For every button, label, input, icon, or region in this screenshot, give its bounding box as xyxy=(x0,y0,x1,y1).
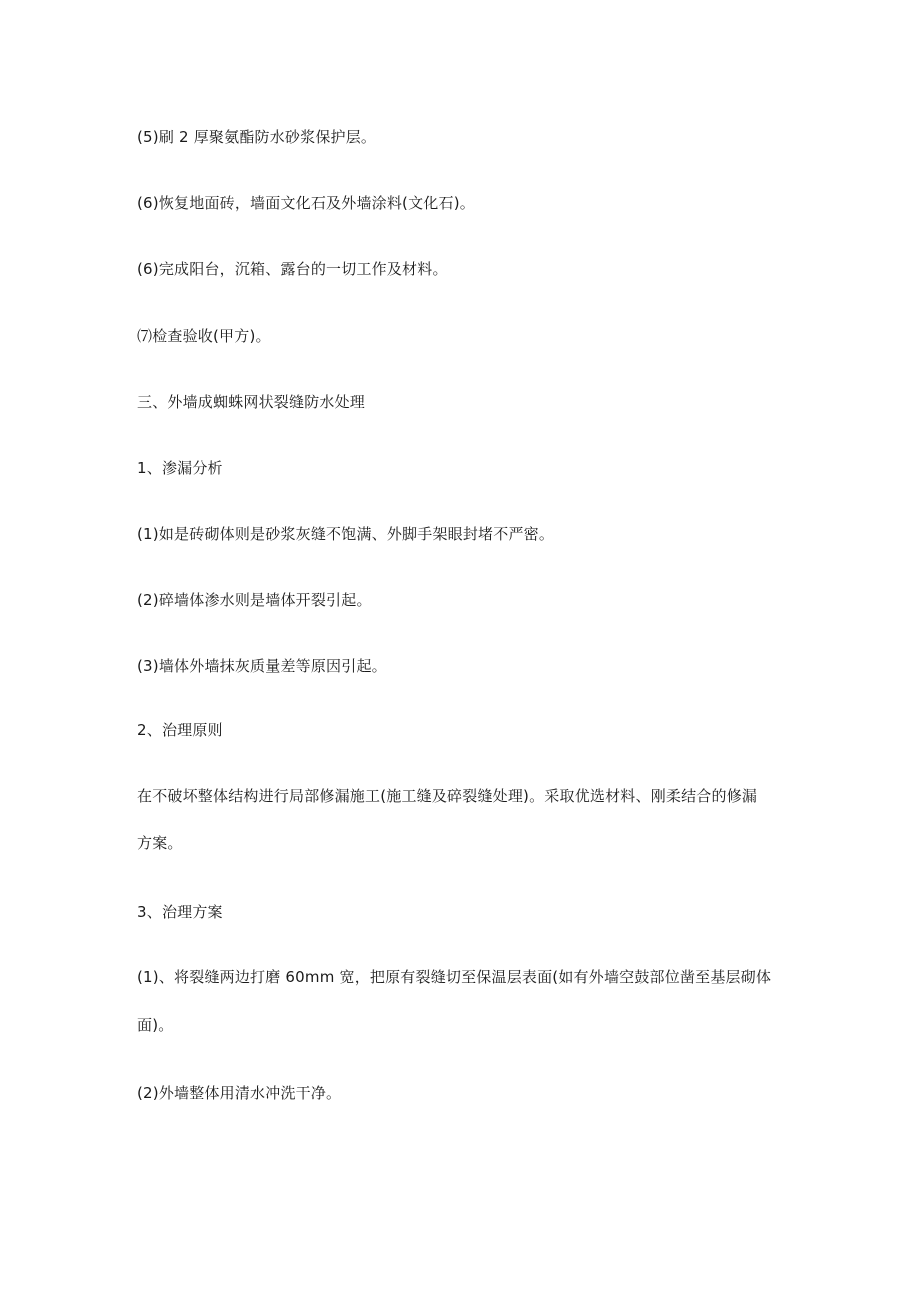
subheading-treatment-principle: 2、治理原则 xyxy=(137,721,223,739)
paragraph-principle-line-1: 在不破坏整体结构进行局部修漏施工(施工缝及碎裂缝处理)。采取优选材料、刚柔结合的修漏 xyxy=(137,787,758,805)
paragraph-step-6-complete-balcony: (6)完成阳台，沉箱、露台的一切工作及材料。 xyxy=(137,260,448,278)
paragraph-analysis-3: (3)墙体外墙抹灰质量差等原因引起。 xyxy=(137,657,387,675)
paragraph-step-6-restore-tiles: (6)恢复地面砖，墙面文化石及外墙涂料(文化石)。 xyxy=(137,194,475,212)
paragraph-analysis-1: (1)如是砖砌体则是砂浆灰缝不饱满、外脚手架眼封堵不严密。 xyxy=(137,525,555,543)
paragraph-step-7-inspection: ⑺检查验收(甲方)。 xyxy=(137,327,271,345)
subheading-treatment-plan: 3、治理方案 xyxy=(137,903,223,921)
paragraph-plan-2: (2)外墙整体用清水冲洗干净。 xyxy=(137,1084,342,1102)
subheading-leak-analysis: 1、渗漏分析 xyxy=(137,459,223,477)
paragraph-plan-1-line-1: (1)、将裂缝两边打磨 60mm 宽，把原有裂缝切至保温层表面(如有外墙空鼓部位凿至基层砌体 xyxy=(137,968,772,986)
paragraph-plan-1-line-2: 面)。 xyxy=(137,1016,174,1034)
paragraph-principle-line-2: 方案。 xyxy=(137,834,183,852)
paragraph-analysis-2: (2)碎墙体渗水则是墙体开裂引起。 xyxy=(137,591,372,609)
section-heading-3: 三、外墙成蜘蛛网状裂缝防水处理 xyxy=(137,393,366,411)
paragraph-step-5-protective-layer: (5)刷 2 厚聚氨酯防水砂浆保护层。 xyxy=(137,128,377,146)
